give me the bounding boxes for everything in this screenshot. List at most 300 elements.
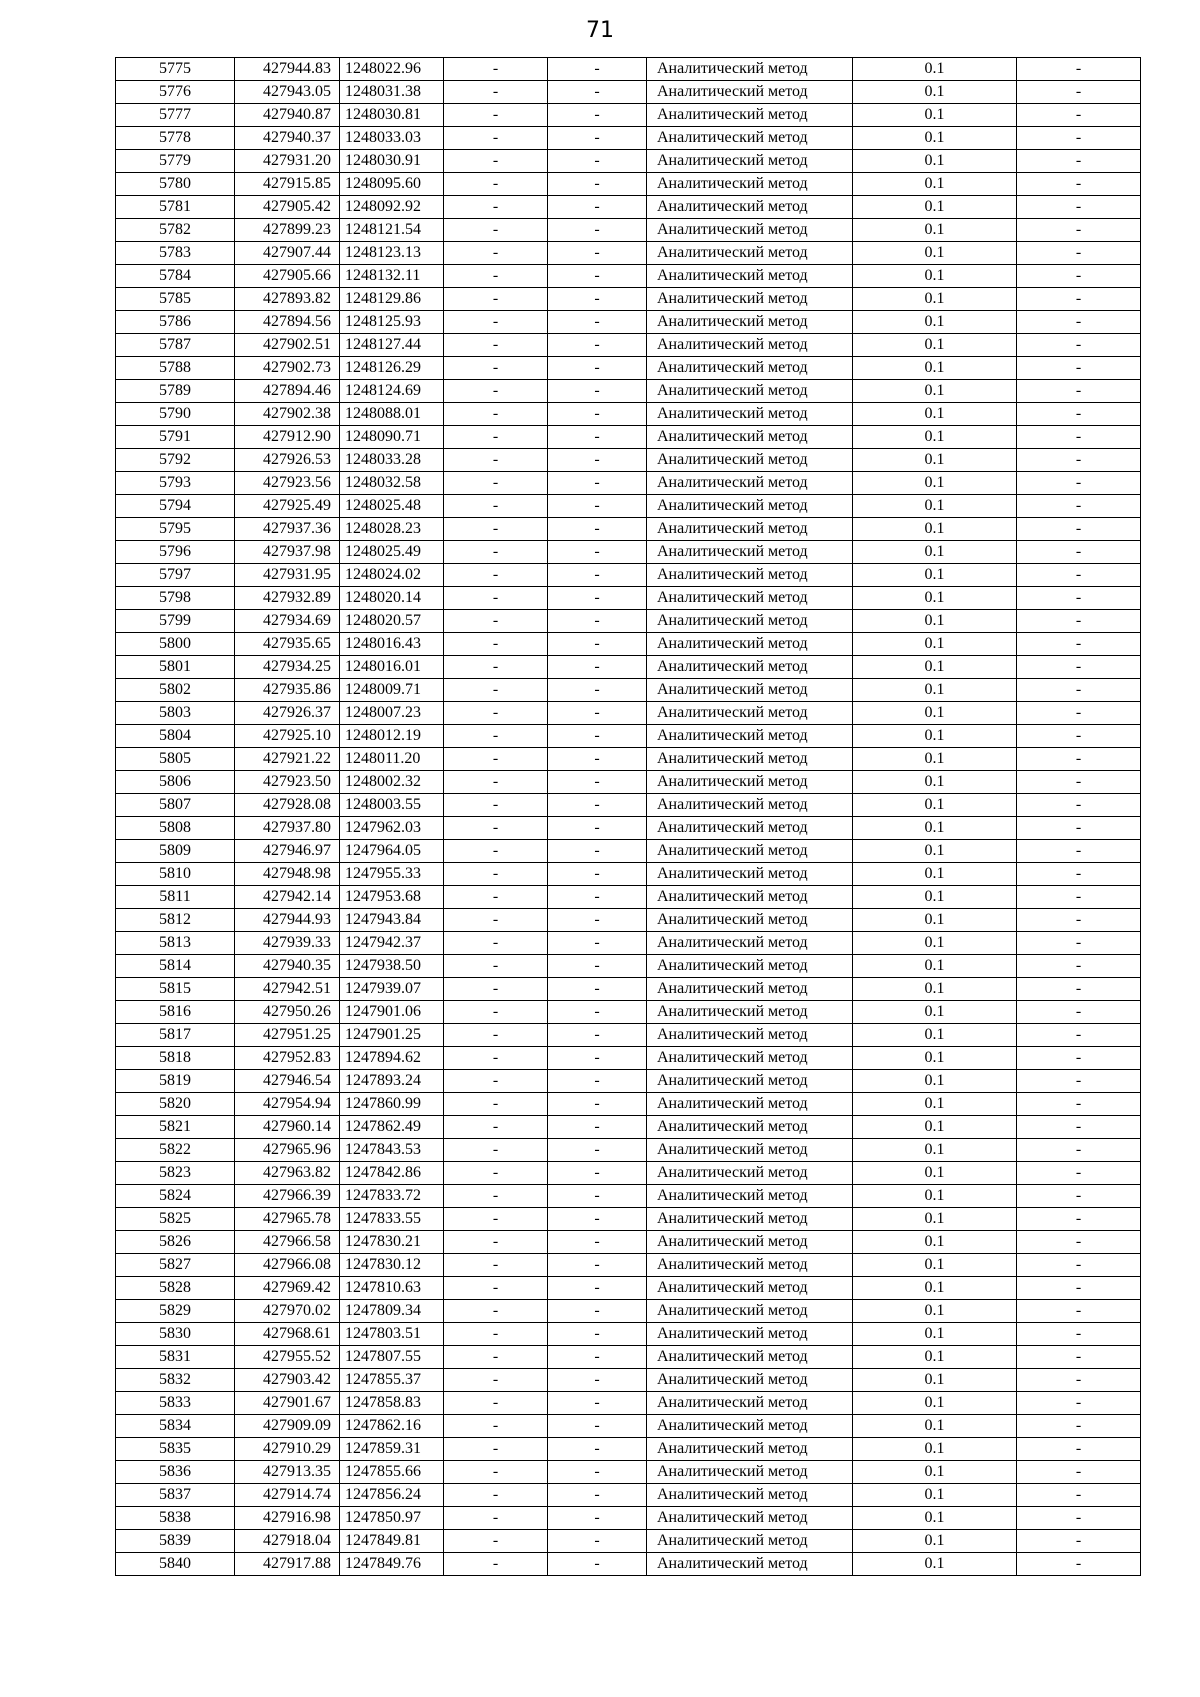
x-coordinate-cell: 427970.02 xyxy=(235,1300,340,1323)
dash-cell: - xyxy=(1017,196,1141,219)
accuracy-cell: 0.1 xyxy=(853,564,1017,587)
accuracy-cell: 0.1 xyxy=(853,1415,1017,1438)
point-number-cell: 5821 xyxy=(116,1116,235,1139)
dash-cell: - xyxy=(444,150,548,173)
dash-cell: - xyxy=(1017,1484,1141,1507)
point-number-cell: 5805 xyxy=(116,748,235,771)
method-cell: Аналитический метод xyxy=(647,610,853,633)
dash-cell: - xyxy=(444,978,548,1001)
table-row xyxy=(116,541,1141,564)
dash-cell: - xyxy=(444,1047,548,1070)
x-coordinate-cell: 427925.49 xyxy=(235,495,340,518)
dash-cell: - xyxy=(444,426,548,449)
dash-cell: - xyxy=(444,679,548,702)
method-cell: Аналитический метод xyxy=(647,104,853,127)
table-row xyxy=(116,380,1141,403)
x-coordinate-cell: 427948.98 xyxy=(235,863,340,886)
point-number-cell: 5837 xyxy=(116,1484,235,1507)
page-number: 71 xyxy=(586,18,614,43)
y-coordinate-cell: 1247809.34 xyxy=(340,1300,444,1323)
accuracy-cell: 0.1 xyxy=(853,1530,1017,1553)
x-coordinate-cell: 427960.14 xyxy=(235,1116,340,1139)
dash-cell: - xyxy=(1017,1530,1141,1553)
x-coordinate-cell: 427899.23 xyxy=(235,219,340,242)
table-row xyxy=(116,817,1141,840)
y-coordinate-cell: 1247807.55 xyxy=(340,1346,444,1369)
accuracy-cell: 0.1 xyxy=(853,219,1017,242)
x-coordinate-cell: 427939.33 xyxy=(235,932,340,955)
dash-cell: - xyxy=(548,1277,647,1300)
y-coordinate-cell: 1248090.71 xyxy=(340,426,444,449)
table-row xyxy=(116,58,1141,81)
point-number-cell: 5789 xyxy=(116,380,235,403)
dash-cell: - xyxy=(444,725,548,748)
y-coordinate-cell: 1247862.16 xyxy=(340,1415,444,1438)
point-number-cell: 5822 xyxy=(116,1139,235,1162)
y-coordinate-cell: 1248020.14 xyxy=(340,587,444,610)
table-row xyxy=(116,633,1141,656)
x-coordinate-cell: 427950.26 xyxy=(235,1001,340,1024)
dash-cell: - xyxy=(444,1553,548,1576)
y-coordinate-cell: 1247901.25 xyxy=(340,1024,444,1047)
accuracy-cell: 0.1 xyxy=(853,1208,1017,1231)
dash-cell: - xyxy=(548,794,647,817)
accuracy-cell: 0.1 xyxy=(853,541,1017,564)
dash-cell: - xyxy=(1017,1070,1141,1093)
table-row xyxy=(116,1553,1141,1576)
point-number-cell: 5808 xyxy=(116,817,235,840)
table-row xyxy=(116,1070,1141,1093)
dash-cell: - xyxy=(548,587,647,610)
dash-cell: - xyxy=(444,886,548,909)
point-number-cell: 5781 xyxy=(116,196,235,219)
dash-cell: - xyxy=(548,1093,647,1116)
dash-cell: - xyxy=(548,1162,647,1185)
y-coordinate-cell: 1248088.01 xyxy=(340,403,444,426)
dash-cell: - xyxy=(1017,955,1141,978)
method-cell: Аналитический метод xyxy=(647,1392,853,1415)
table-row xyxy=(116,1392,1141,1415)
method-cell: Аналитический метод xyxy=(647,587,853,610)
x-coordinate-cell: 427915.85 xyxy=(235,173,340,196)
accuracy-cell: 0.1 xyxy=(853,656,1017,679)
accuracy-cell: 0.1 xyxy=(853,357,1017,380)
dash-cell: - xyxy=(1017,1507,1141,1530)
dash-cell: - xyxy=(1017,288,1141,311)
method-cell: Аналитический метод xyxy=(647,1346,853,1369)
x-coordinate-cell: 427913.35 xyxy=(235,1461,340,1484)
method-cell: Аналитический метод xyxy=(647,1139,853,1162)
dash-cell: - xyxy=(1017,932,1141,955)
dash-cell: - xyxy=(548,702,647,725)
dash-cell: - xyxy=(444,104,548,127)
dash-cell: - xyxy=(444,564,548,587)
dash-cell: - xyxy=(1017,771,1141,794)
y-coordinate-cell: 1247901.06 xyxy=(340,1001,444,1024)
accuracy-cell: 0.1 xyxy=(853,679,1017,702)
accuracy-cell: 0.1 xyxy=(853,1369,1017,1392)
dash-cell: - xyxy=(444,472,548,495)
dash-cell: - xyxy=(548,541,647,564)
x-coordinate-cell: 427903.42 xyxy=(235,1369,340,1392)
method-cell: Аналитический метод xyxy=(647,403,853,426)
accuracy-cell: 0.1 xyxy=(853,748,1017,771)
x-coordinate-cell: 427918.04 xyxy=(235,1530,340,1553)
point-number-cell: 5806 xyxy=(116,771,235,794)
dash-cell: - xyxy=(444,1185,548,1208)
point-number-cell: 5796 xyxy=(116,541,235,564)
method-cell: Аналитический метод xyxy=(647,265,853,288)
table-row xyxy=(116,1507,1141,1530)
accuracy-cell: 0.1 xyxy=(853,1093,1017,1116)
accuracy-cell: 0.1 xyxy=(853,1231,1017,1254)
table-row xyxy=(116,564,1141,587)
dash-cell: - xyxy=(548,1415,647,1438)
table-row xyxy=(116,909,1141,932)
method-cell: Аналитический метод xyxy=(647,81,853,104)
point-number-cell: 5840 xyxy=(116,1553,235,1576)
point-number-cell: 5792 xyxy=(116,449,235,472)
point-number-cell: 5826 xyxy=(116,1231,235,1254)
method-cell: Аналитический метод xyxy=(647,518,853,541)
x-coordinate-cell: 427928.08 xyxy=(235,794,340,817)
method-cell: Аналитический метод xyxy=(647,1553,853,1576)
dash-cell: - xyxy=(444,1001,548,1024)
table-row xyxy=(116,1461,1141,1484)
accuracy-cell: 0.1 xyxy=(853,886,1017,909)
x-coordinate-cell: 427934.69 xyxy=(235,610,340,633)
x-coordinate-cell: 427902.38 xyxy=(235,403,340,426)
point-number-cell: 5794 xyxy=(116,495,235,518)
dash-cell: - xyxy=(1017,564,1141,587)
method-cell: Аналитический метод xyxy=(647,1530,853,1553)
x-coordinate-cell: 427937.36 xyxy=(235,518,340,541)
method-cell: Аналитический метод xyxy=(647,564,853,587)
table-row xyxy=(116,840,1141,863)
method-cell: Аналитический метод xyxy=(647,196,853,219)
point-number-cell: 5791 xyxy=(116,426,235,449)
dash-cell: - xyxy=(1017,748,1141,771)
dash-cell: - xyxy=(548,1484,647,1507)
x-coordinate-cell: 427966.08 xyxy=(235,1254,340,1277)
y-coordinate-cell: 1247830.12 xyxy=(340,1254,444,1277)
dash-cell: - xyxy=(444,265,548,288)
x-coordinate-cell: 427907.44 xyxy=(235,242,340,265)
method-cell: Аналитический метод xyxy=(647,1070,853,1093)
dash-cell: - xyxy=(1017,449,1141,472)
point-number-cell: 5798 xyxy=(116,587,235,610)
point-number-cell: 5783 xyxy=(116,242,235,265)
dash-cell: - xyxy=(444,357,548,380)
dash-cell: - xyxy=(1017,817,1141,840)
dash-cell: - xyxy=(1017,472,1141,495)
method-cell: Аналитический метод xyxy=(647,1438,853,1461)
table-row xyxy=(116,771,1141,794)
table-row xyxy=(116,1231,1141,1254)
y-coordinate-cell: 1248020.57 xyxy=(340,610,444,633)
table-row xyxy=(116,311,1141,334)
dash-cell: - xyxy=(444,1070,548,1093)
accuracy-cell: 0.1 xyxy=(853,495,1017,518)
method-cell: Аналитический метод xyxy=(647,334,853,357)
accuracy-cell: 0.1 xyxy=(853,633,1017,656)
y-coordinate-cell: 1248121.54 xyxy=(340,219,444,242)
dash-cell: - xyxy=(444,610,548,633)
table-row xyxy=(116,978,1141,1001)
accuracy-cell: 0.1 xyxy=(853,472,1017,495)
dash-cell: - xyxy=(1017,1047,1141,1070)
accuracy-cell: 0.1 xyxy=(853,1323,1017,1346)
dash-cell: - xyxy=(548,564,647,587)
method-cell: Аналитический метод xyxy=(647,656,853,679)
table-row xyxy=(116,932,1141,955)
method-cell: Аналитический метод xyxy=(647,357,853,380)
y-coordinate-cell: 1248123.13 xyxy=(340,242,444,265)
dash-cell: - xyxy=(548,817,647,840)
method-cell: Аналитический метод xyxy=(647,173,853,196)
x-coordinate-cell: 427935.86 xyxy=(235,679,340,702)
accuracy-cell: 0.1 xyxy=(853,1162,1017,1185)
x-coordinate-cell: 427931.20 xyxy=(235,150,340,173)
dash-cell: - xyxy=(548,265,647,288)
dash-cell: - xyxy=(548,81,647,104)
dash-cell: - xyxy=(548,863,647,886)
y-coordinate-cell: 1247859.31 xyxy=(340,1438,444,1461)
table-row xyxy=(116,196,1141,219)
y-coordinate-cell: 1247860.99 xyxy=(340,1093,444,1116)
point-number-cell: 5819 xyxy=(116,1070,235,1093)
dash-cell: - xyxy=(444,242,548,265)
dash-cell: - xyxy=(548,1323,647,1346)
accuracy-cell: 0.1 xyxy=(853,1507,1017,1530)
accuracy-cell: 0.1 xyxy=(853,1346,1017,1369)
dash-cell: - xyxy=(548,1530,647,1553)
method-cell: Аналитический метод xyxy=(647,288,853,311)
dash-cell: - xyxy=(444,587,548,610)
x-coordinate-cell: 427937.98 xyxy=(235,541,340,564)
point-number-cell: 5818 xyxy=(116,1047,235,1070)
method-cell: Аналитический метод xyxy=(647,1162,853,1185)
table-row xyxy=(116,104,1141,127)
dash-cell: - xyxy=(548,679,647,702)
x-coordinate-cell: 427932.89 xyxy=(235,587,340,610)
y-coordinate-cell: 1248031.38 xyxy=(340,81,444,104)
dash-cell: - xyxy=(444,380,548,403)
accuracy-cell: 0.1 xyxy=(853,334,1017,357)
point-number-cell: 5786 xyxy=(116,311,235,334)
dash-cell: - xyxy=(1017,1093,1141,1116)
dash-cell: - xyxy=(1017,886,1141,909)
table-row xyxy=(116,265,1141,288)
x-coordinate-cell: 427901.67 xyxy=(235,1392,340,1415)
y-coordinate-cell: 1248132.11 xyxy=(340,265,444,288)
dash-cell: - xyxy=(1017,380,1141,403)
method-cell: Аналитический метод xyxy=(647,1093,853,1116)
point-number-cell: 5810 xyxy=(116,863,235,886)
method-cell: Аналитический метод xyxy=(647,1116,853,1139)
accuracy-cell: 0.1 xyxy=(853,449,1017,472)
dash-cell: - xyxy=(444,1438,548,1461)
method-cell: Аналитический метод xyxy=(647,1208,853,1231)
dash-cell: - xyxy=(444,1254,548,1277)
dash-cell: - xyxy=(548,173,647,196)
accuracy-cell: 0.1 xyxy=(853,1438,1017,1461)
coordinates-table xyxy=(115,57,1141,1576)
accuracy-cell: 0.1 xyxy=(853,587,1017,610)
x-coordinate-cell: 427952.83 xyxy=(235,1047,340,1070)
dash-cell: - xyxy=(1017,357,1141,380)
method-cell: Аналитический метод xyxy=(647,127,853,150)
accuracy-cell: 0.1 xyxy=(853,725,1017,748)
x-coordinate-cell: 427955.52 xyxy=(235,1346,340,1369)
dash-cell: - xyxy=(1017,1024,1141,1047)
dash-cell: - xyxy=(444,1461,548,1484)
dash-cell: - xyxy=(548,495,647,518)
y-coordinate-cell: 1247849.76 xyxy=(340,1553,444,1576)
point-number-cell: 5800 xyxy=(116,633,235,656)
table-row xyxy=(116,1415,1141,1438)
dash-cell: - xyxy=(1017,863,1141,886)
x-coordinate-cell: 427894.56 xyxy=(235,311,340,334)
dash-cell: - xyxy=(444,58,548,81)
accuracy-cell: 0.1 xyxy=(853,426,1017,449)
x-coordinate-cell: 427946.97 xyxy=(235,840,340,863)
y-coordinate-cell: 1247962.03 xyxy=(340,817,444,840)
y-coordinate-cell: 1248007.23 xyxy=(340,702,444,725)
method-cell: Аналитический метод xyxy=(647,725,853,748)
dash-cell: - xyxy=(548,426,647,449)
accuracy-cell: 0.1 xyxy=(853,518,1017,541)
dash-cell: - xyxy=(548,127,647,150)
y-coordinate-cell: 1247842.86 xyxy=(340,1162,444,1185)
accuracy-cell: 0.1 xyxy=(853,1392,1017,1415)
dash-cell: - xyxy=(444,1093,548,1116)
y-coordinate-cell: 1248095.60 xyxy=(340,173,444,196)
y-coordinate-cell: 1248028.23 xyxy=(340,518,444,541)
y-coordinate-cell: 1248125.93 xyxy=(340,311,444,334)
y-coordinate-cell: 1248127.44 xyxy=(340,334,444,357)
dash-cell: - xyxy=(444,1392,548,1415)
y-coordinate-cell: 1247942.37 xyxy=(340,932,444,955)
accuracy-cell: 0.1 xyxy=(853,1070,1017,1093)
point-number-cell: 5828 xyxy=(116,1277,235,1300)
table-row xyxy=(116,1254,1141,1277)
table-row xyxy=(116,495,1141,518)
x-coordinate-cell: 427917.88 xyxy=(235,1553,340,1576)
point-number-cell: 5777 xyxy=(116,104,235,127)
dash-cell: - xyxy=(444,403,548,426)
method-cell: Аналитический метод xyxy=(647,932,853,955)
dash-cell: - xyxy=(548,1507,647,1530)
dash-cell: - xyxy=(548,748,647,771)
dash-cell: - xyxy=(444,863,548,886)
table-row xyxy=(116,886,1141,909)
x-coordinate-cell: 427935.65 xyxy=(235,633,340,656)
x-coordinate-cell: 427923.56 xyxy=(235,472,340,495)
x-coordinate-cell: 427965.78 xyxy=(235,1208,340,1231)
x-coordinate-cell: 427910.29 xyxy=(235,1438,340,1461)
dash-cell: - xyxy=(548,1231,647,1254)
y-coordinate-cell: 1248126.29 xyxy=(340,357,444,380)
point-number-cell: 5785 xyxy=(116,288,235,311)
accuracy-cell: 0.1 xyxy=(853,81,1017,104)
accuracy-cell: 0.1 xyxy=(853,794,1017,817)
y-coordinate-cell: 1247833.72 xyxy=(340,1185,444,1208)
y-coordinate-cell: 1248032.58 xyxy=(340,472,444,495)
dash-cell: - xyxy=(444,219,548,242)
x-coordinate-cell: 427966.58 xyxy=(235,1231,340,1254)
dash-cell: - xyxy=(548,932,647,955)
dash-cell: - xyxy=(1017,725,1141,748)
table-row xyxy=(116,656,1141,679)
table-row xyxy=(116,1001,1141,1024)
y-coordinate-cell: 1247938.50 xyxy=(340,955,444,978)
dash-cell: - xyxy=(444,955,548,978)
table-row xyxy=(116,863,1141,886)
method-cell: Аналитический метод xyxy=(647,863,853,886)
accuracy-cell: 0.1 xyxy=(853,702,1017,725)
dash-cell: - xyxy=(444,518,548,541)
point-number-cell: 5809 xyxy=(116,840,235,863)
x-coordinate-cell: 427940.37 xyxy=(235,127,340,150)
dash-cell: - xyxy=(1017,1185,1141,1208)
point-number-cell: 5780 xyxy=(116,173,235,196)
point-number-cell: 5812 xyxy=(116,909,235,932)
table-row xyxy=(116,748,1141,771)
y-coordinate-cell: 1247849.81 xyxy=(340,1530,444,1553)
dash-cell: - xyxy=(1017,265,1141,288)
accuracy-cell: 0.1 xyxy=(853,104,1017,127)
dash-cell: - xyxy=(548,1438,647,1461)
dash-cell: - xyxy=(548,955,647,978)
x-coordinate-cell: 427893.82 xyxy=(235,288,340,311)
x-coordinate-cell: 427944.93 xyxy=(235,909,340,932)
dash-cell: - xyxy=(548,909,647,932)
dash-cell: - xyxy=(548,1139,647,1162)
x-coordinate-cell: 427943.05 xyxy=(235,81,340,104)
x-coordinate-cell: 427934.25 xyxy=(235,656,340,679)
table-row xyxy=(116,219,1141,242)
dash-cell: - xyxy=(548,771,647,794)
point-number-cell: 5793 xyxy=(116,472,235,495)
table-row xyxy=(116,1139,1141,1162)
dash-cell: - xyxy=(1017,840,1141,863)
method-cell: Аналитический метод xyxy=(647,150,853,173)
method-cell: Аналитический метод xyxy=(647,1001,853,1024)
x-coordinate-cell: 427914.74 xyxy=(235,1484,340,1507)
method-cell: Аналитический метод xyxy=(647,886,853,909)
accuracy-cell: 0.1 xyxy=(853,1461,1017,1484)
y-coordinate-cell: 1247803.51 xyxy=(340,1323,444,1346)
dash-cell: - xyxy=(444,541,548,564)
point-number-cell: 5814 xyxy=(116,955,235,978)
method-cell: Аналитический метод xyxy=(647,449,853,472)
dash-cell: - xyxy=(1017,1231,1141,1254)
y-coordinate-cell: 1247850.97 xyxy=(340,1507,444,1530)
dash-cell: - xyxy=(444,909,548,932)
dash-cell: - xyxy=(444,748,548,771)
dash-cell: - xyxy=(548,150,647,173)
y-coordinate-cell: 1248129.86 xyxy=(340,288,444,311)
table-row xyxy=(116,1300,1141,1323)
table-row xyxy=(116,357,1141,380)
method-cell: Аналитический метод xyxy=(647,495,853,518)
table-row xyxy=(116,955,1141,978)
method-cell: Аналитический метод xyxy=(647,840,853,863)
dash-cell: - xyxy=(548,978,647,1001)
point-number-cell: 5807 xyxy=(116,794,235,817)
dash-cell: - xyxy=(548,610,647,633)
